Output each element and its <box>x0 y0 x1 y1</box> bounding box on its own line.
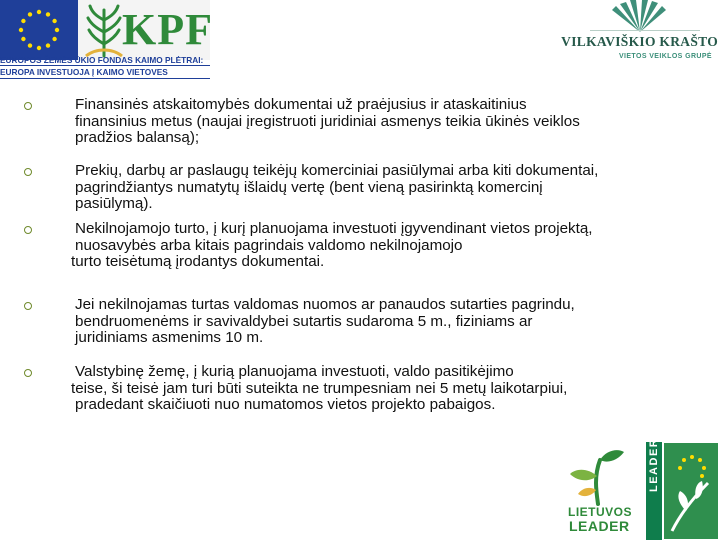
bullet-icon <box>24 226 32 234</box>
wheat-icon <box>82 2 126 58</box>
eu-flag-icon <box>0 0 78 60</box>
bullet-icon <box>24 302 32 310</box>
kpf-brand-text: KPF <box>122 5 213 54</box>
caption-divider <box>0 78 210 79</box>
leader-text: LEADER <box>569 518 630 534</box>
list-item-text: Jei nekilnojamas turtas valdomas nuomos ar panaudos sutarties pagrindu, bendruomenėms ir savivaldybei sutartis sudaroma 5 m., fiziniams ar juridiniams asmenims 10 m. <box>75 296 575 346</box>
vvg-subtitle: VIETOS VEIKLOS GRUPĖ <box>618 53 712 60</box>
eu-invest-caption: EUROPA INVESTUOJA Į KAIMO VIETOVES <box>0 67 168 77</box>
logo-divider <box>590 30 700 31</box>
leader-vertical-text: LEADER <box>648 437 660 492</box>
caption-divider <box>0 65 210 66</box>
list-item-text: Valstybinę žemę, į kurią planuojama investuoti, valdo pasitikėjimo teise, ši teisė jam turi būti suteikta ne trumpesniam nei 5 metų laikotarpiui, pradedant skaičiuoti nuo numatomos vietos projekto pabaigos. <box>71 363 568 413</box>
list-item-text: Prekių, darbų ar paslaugų teikėjų komerciniai pasiūlymai arba kiti dokumentai, pagrindžiantys numatytų išlaidų vertę (bent vieną pasirinktą komercinį pasiūlymą). <box>75 162 599 212</box>
lietuvos-text: LIETUVOS <box>568 505 633 519</box>
vilkaviskio-vvg-logo <box>550 0 720 70</box>
bullet-icon <box>24 369 32 377</box>
bullet-icon <box>24 168 32 176</box>
bullet-icon <box>24 102 32 110</box>
sprout-icon <box>560 446 632 506</box>
eu-agricultural-fund-logo <box>0 0 213 80</box>
list-item-text: Nekilnojamojo turto, į kurį planuojama investuoti įgyvendinant vietos projektą, nuosavybės arba kitais pagrindais valdomo nekilnojamojo turto teisėtumą įrodantys dokumentai. <box>71 220 593 270</box>
fan-leaves-icon <box>600 0 680 34</box>
vvg-name: VILKAVIŠKIO KRAŠTO <box>561 34 718 49</box>
eu-fund-caption: EUROPOS ŽEMĖS ŪKIO FONDAS KAIMO PLĖTRAI: <box>0 55 204 65</box>
list-item-text: Finansinės atskaitomybės dokumentai už praėjusius ir ataskaitinius finansinius metus (naujai įregistruoti juridiniai asmenys teikia ūkinės veiklos pradžios balansą); <box>75 96 580 146</box>
